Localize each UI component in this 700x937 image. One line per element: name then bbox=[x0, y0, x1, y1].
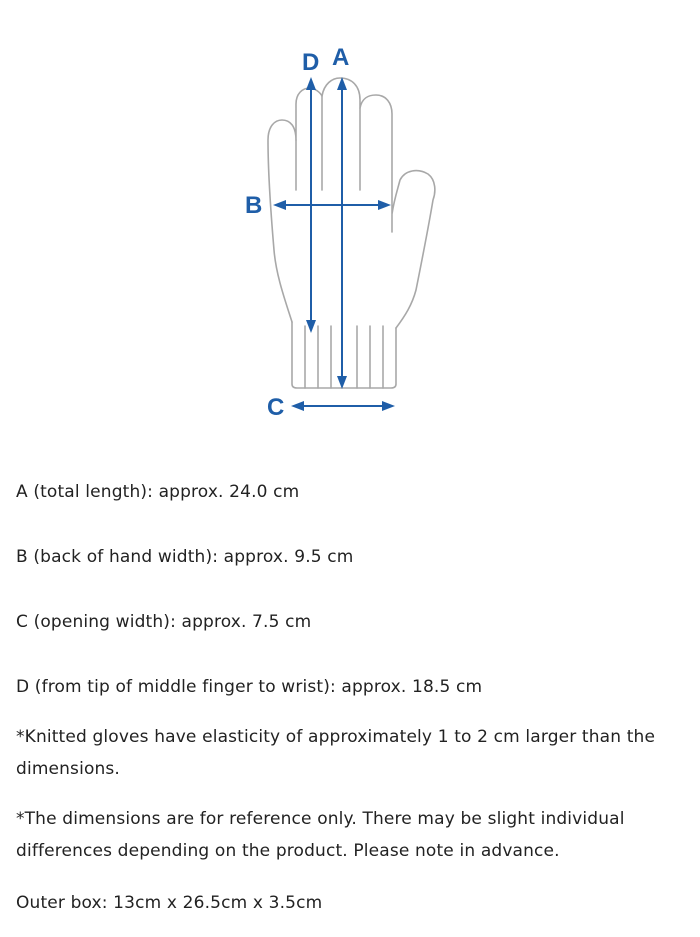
spec-opening-width: C (opening width): approx. 7.5 cm bbox=[16, 612, 312, 632]
spec-finger-to-wrist: D (from tip of middle finger to wrist): approx. 18.5 cm bbox=[16, 677, 483, 697]
spec-total-length: A (total length): approx. 24.0 cm bbox=[16, 482, 300, 502]
note-elasticity: *Knitted gloves have elasticity of approximately 1 to 2 cm larger than the dimensions. bbox=[16, 727, 656, 779]
glove-size-diagram bbox=[0, 0, 700, 440]
spec-back-of-hand-width: B (back of hand width): approx. 9.5 cm bbox=[16, 547, 354, 567]
arrow-d-head-bottom bbox=[306, 320, 316, 333]
dimension-labels bbox=[245, 44, 349, 421]
glove-contour bbox=[268, 78, 435, 328]
arrow-b-head-left bbox=[273, 200, 286, 210]
label-a: A bbox=[332, 44, 350, 71]
arrow-c-head-left bbox=[291, 401, 304, 411]
label-d: D bbox=[302, 49, 320, 76]
arrow-b-head-right bbox=[378, 200, 391, 210]
glove-diagram-svg bbox=[0, 0, 700, 440]
note-reference-only: *The dimensions are for reference only. There may be slight individual differences depending on the product. Please note in advance. bbox=[16, 809, 625, 861]
outer-box-dimensions: Outer box: 13cm x 26.5cm x 3.5cm bbox=[16, 893, 323, 913]
arrow-c-head-right bbox=[382, 401, 395, 411]
arrow-d-head-top bbox=[306, 77, 316, 90]
label-b: B bbox=[245, 192, 263, 219]
glove-outline bbox=[268, 78, 435, 388]
arrow-a-head-bottom bbox=[337, 376, 347, 389]
label-c: C bbox=[267, 394, 285, 421]
